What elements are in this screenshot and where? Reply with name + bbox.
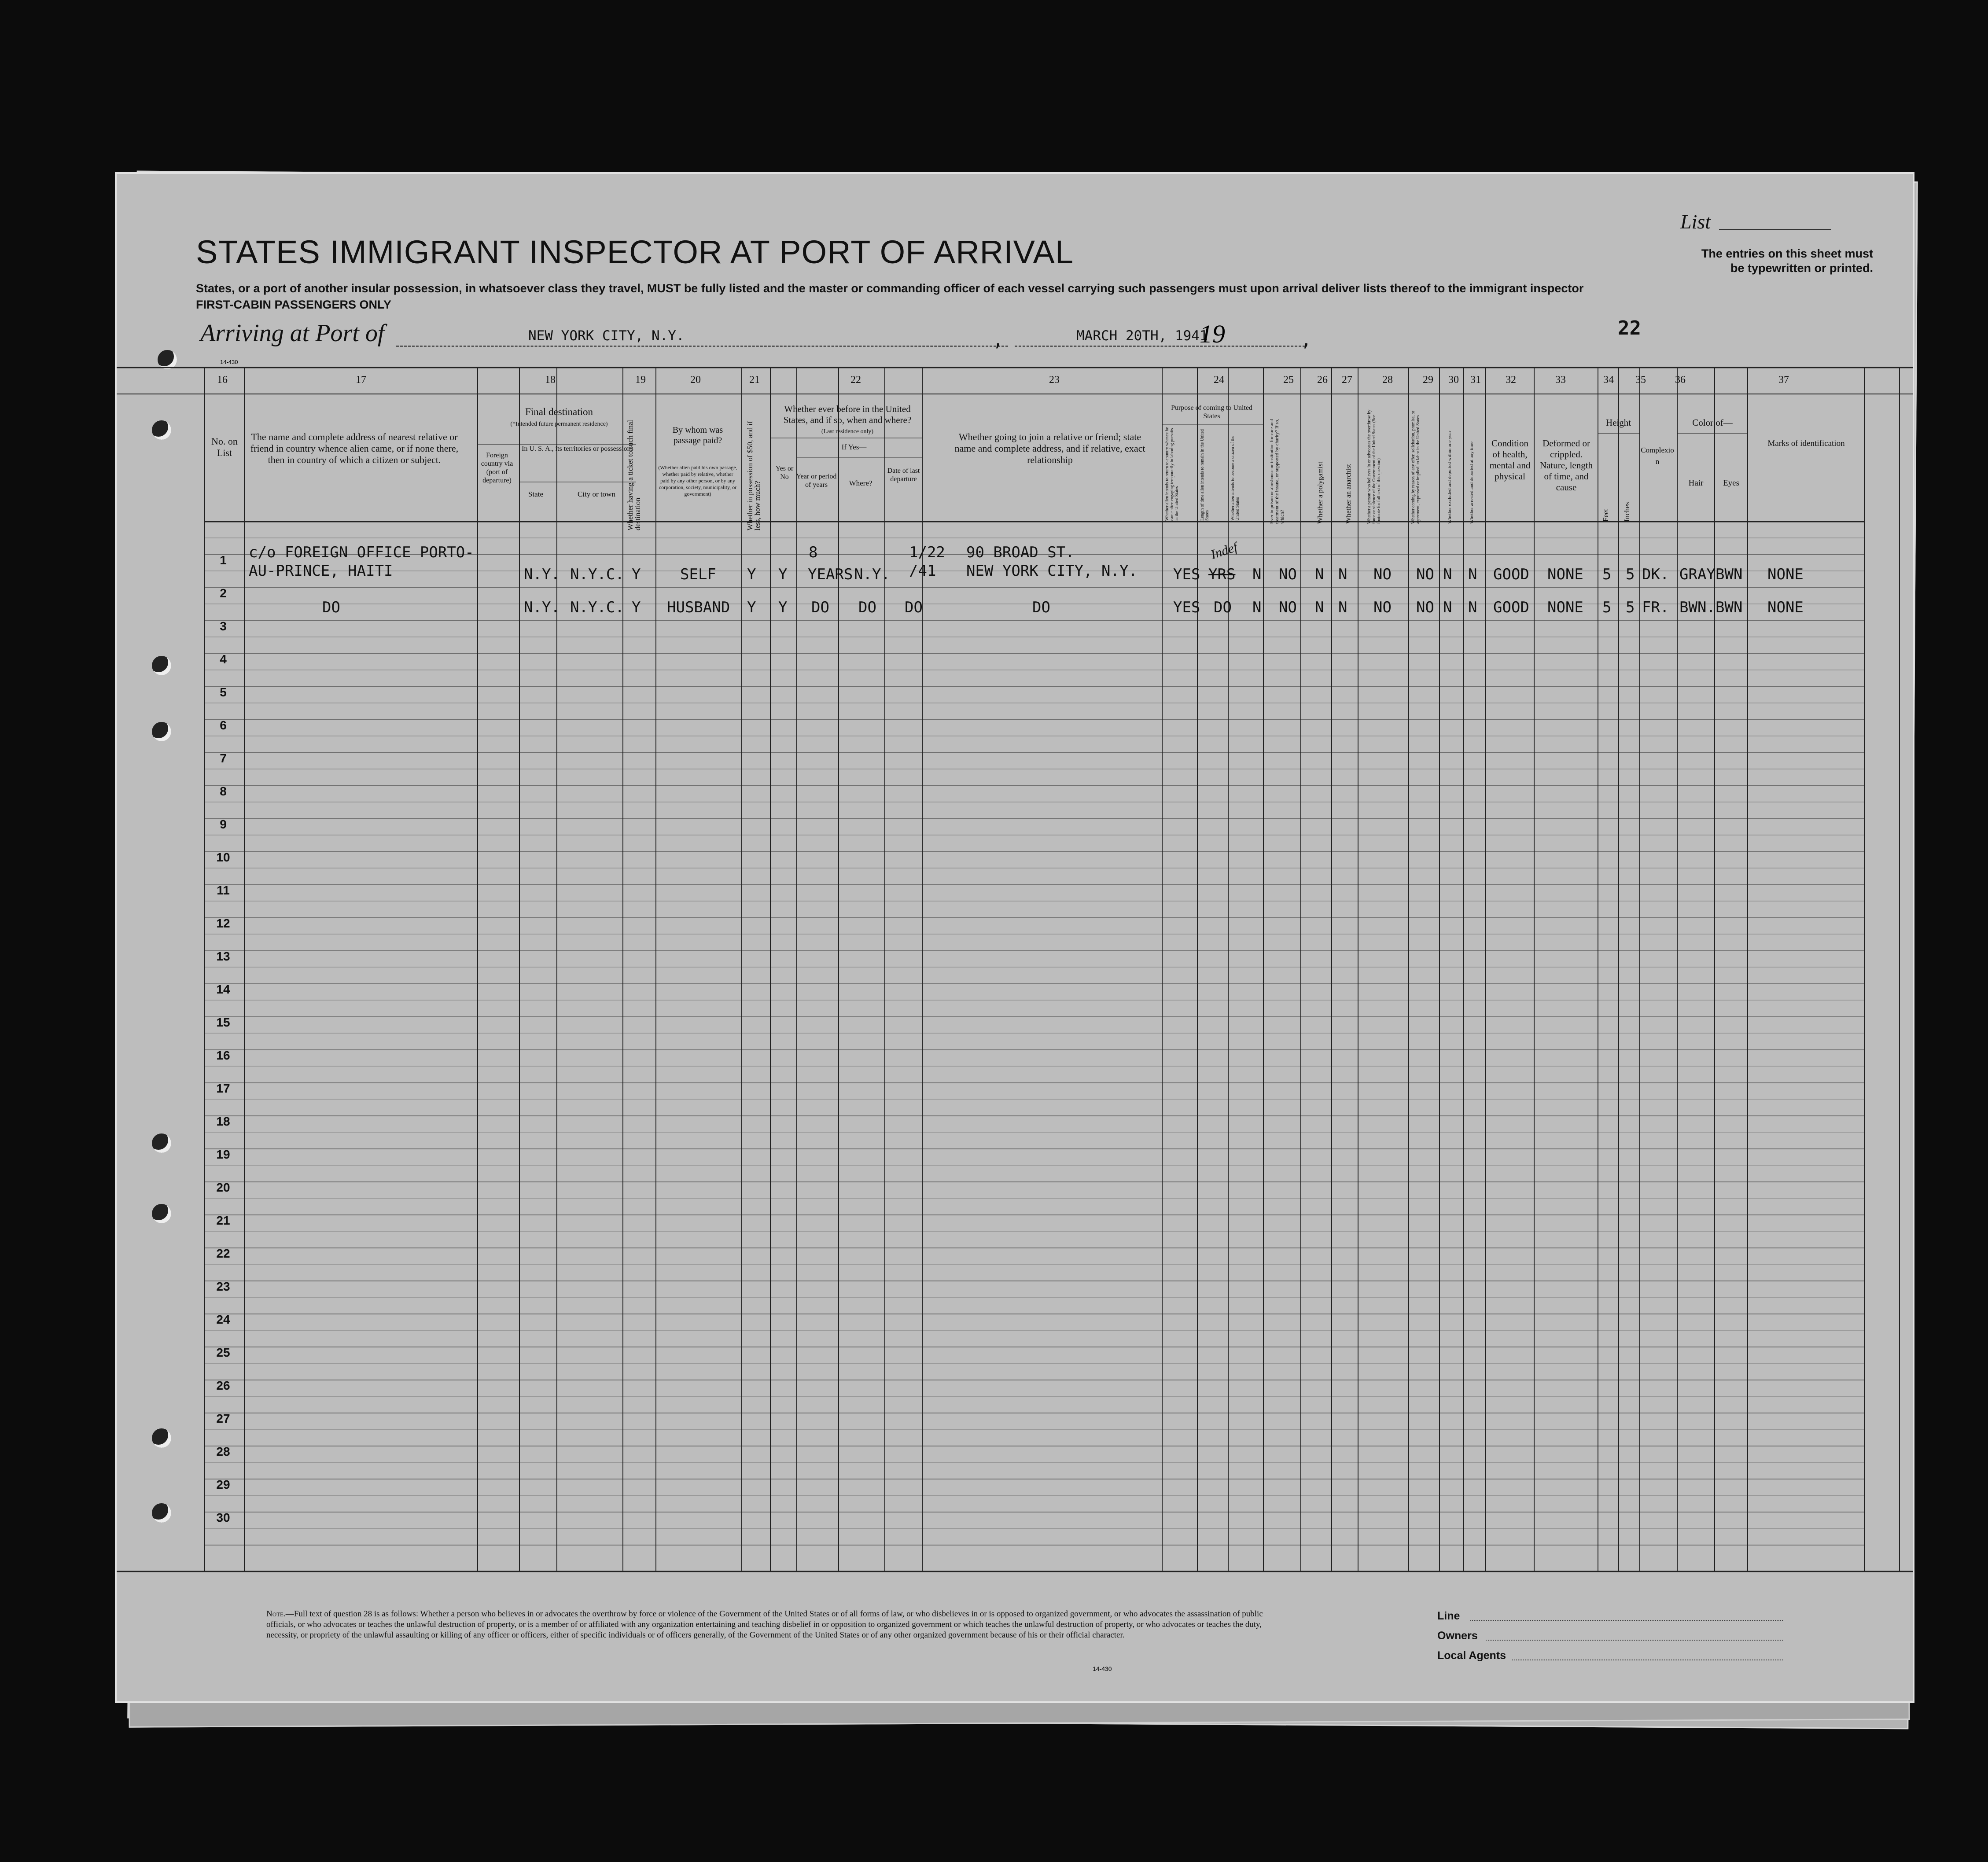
col-number: 27: [1342, 374, 1352, 386]
entry-length: DO: [1214, 599, 1232, 616]
entry-joining: NEW YORK CITY, N.Y.: [966, 562, 1138, 580]
entry-city: N.Y.C.: [570, 566, 624, 583]
arriving-label: Arriving at Port of: [200, 320, 385, 347]
entry-years: 8: [809, 544, 818, 561]
col-final-destination-note: (*Intended future permanent residence): [510, 421, 608, 427]
year-prefix: 19: [1200, 320, 1225, 348]
col-number: 31: [1470, 374, 1481, 386]
table-grid: [117, 174, 1913, 1701]
entry-deported: N: [1468, 566, 1477, 583]
col-number: 22: [850, 374, 861, 386]
row-number: 26: [216, 1379, 230, 1392]
row-number: 9: [220, 817, 227, 831]
footer-form-number: 14-430: [1093, 1665, 1112, 1672]
row-number: 11: [217, 883, 230, 897]
row-number: 6: [220, 718, 227, 732]
entry-inches: 5: [1626, 566, 1635, 583]
row-number: 30: [216, 1511, 230, 1524]
entry-excluded: N: [1443, 599, 1452, 616]
row-number: 2: [220, 586, 227, 600]
footer-line-label: Line: [1437, 1610, 1460, 1622]
col-marks: Marks of identification: [1767, 439, 1845, 448]
col-labor-offer: Whether coming by reason of any offer, solicitation, promise, or agreement, expressed or implied, to labor in the United States: [1411, 410, 1421, 524]
row-number: 13: [216, 949, 230, 963]
col-if-yes: If Yes—: [841, 443, 867, 451]
entry-marks: NONE: [1767, 599, 1804, 616]
entry-labor: NO: [1416, 566, 1434, 583]
entry-departure: DO: [905, 599, 923, 616]
entry-paid-by: SELF: [680, 566, 716, 583]
col-number: 33: [1555, 374, 1566, 386]
row-number: 19: [216, 1148, 230, 1161]
col-number: 23: [1049, 374, 1060, 386]
row-number: 23: [216, 1280, 230, 1293]
row-number: 5: [220, 685, 227, 699]
page-number: 22: [1618, 317, 1641, 339]
entry-citizen: N: [1252, 566, 1262, 583]
entry-overthrow: NO: [1373, 599, 1392, 616]
footer-agents-label: Local Agents: [1437, 1649, 1506, 1662]
entry-health: GOOD: [1493, 599, 1529, 616]
col-hair: Hair: [1688, 478, 1704, 488]
col-number: 19: [635, 374, 646, 386]
col-number: 37: [1778, 374, 1789, 386]
entry-prison: NO: [1279, 599, 1297, 616]
entry-address: c/o FOREIGN OFFICE PORTO-: [249, 544, 474, 561]
footer-owners-label: Owners: [1437, 1630, 1478, 1642]
entry-eyes: BWN: [1716, 599, 1743, 616]
date-value: MARCH 20TH, 1941: [1076, 328, 1208, 344]
col-final-destination: Final destination: [525, 406, 593, 417]
col-in-usa: In U. S. A., its territories or possessions: [522, 445, 633, 453]
col-number: 35: [1635, 374, 1646, 386]
col-number: 28: [1382, 374, 1393, 386]
col-purpose: Purpose of coming to United States: [1171, 404, 1252, 420]
col-citizen-intent: Whether alien intends to become a citizen of the United States: [1230, 435, 1240, 521]
col-number: 36: [1675, 374, 1686, 386]
entry-address: AU-PRINCE, HAITI: [249, 562, 393, 580]
entry-deformed: NONE: [1547, 599, 1583, 616]
col-number: 16: [217, 374, 228, 386]
col-number: 20: [690, 374, 701, 386]
row-number: 28: [216, 1445, 230, 1458]
col-number: 30: [1448, 374, 1459, 386]
col-foreign-country: Foreign country via (port of departure): [481, 452, 513, 484]
entry-anarchist: N: [1338, 566, 1347, 583]
entry-feet: 5: [1602, 566, 1612, 583]
row-number: 22: [216, 1247, 230, 1260]
entry-paid-by: HUSBAND: [667, 599, 730, 616]
row-number: 16: [216, 1049, 230, 1062]
entry-prison: NO: [1279, 566, 1297, 583]
col-deformed: Deformed or crippled. Nature, length of time, and cause: [1539, 438, 1593, 493]
col-number: 24: [1214, 374, 1224, 386]
row-number: 29: [216, 1478, 230, 1491]
entry-hair: GRAY: [1679, 566, 1716, 583]
entry-polygamist: N: [1315, 566, 1324, 583]
entry-deformed: NONE: [1547, 566, 1583, 583]
entry-citizen: N: [1252, 599, 1262, 616]
col-years: Year or period of years: [796, 473, 837, 489]
col-number: 17: [356, 374, 366, 386]
entry-eyes: BWN: [1716, 566, 1743, 583]
row-number: 25: [216, 1346, 230, 1359]
col-complexion: Complexion: [1641, 446, 1674, 466]
row-number: 21: [216, 1214, 230, 1227]
entry-ticket: Y: [632, 599, 641, 616]
col-health: Condition of health, mental and physical: [1489, 438, 1531, 482]
col-feet: Feet: [1601, 508, 1610, 522]
entry-inches: 5: [1626, 599, 1635, 616]
row-number: 20: [216, 1181, 230, 1194]
entry-where: DO: [858, 599, 876, 616]
col-yes-no: Yes or No: [775, 465, 794, 481]
col-deported: Whether arrested and deported at any time: [1469, 442, 1474, 524]
form-number: 14-430: [220, 359, 238, 365]
entry-polygamist: N: [1315, 599, 1324, 616]
entry-labor: NO: [1416, 599, 1434, 616]
col-overthrow: Whether a person who believes in or advocates the overthrow by force or violence of the Government of the United States (See footnote for full text of this question): [1367, 409, 1381, 524]
entry-overthrow: NO: [1373, 566, 1392, 583]
entry-fifty: Y: [747, 599, 756, 616]
entry-ticket: Y: [632, 566, 641, 583]
col-where: Where?: [849, 479, 873, 487]
col-ever-before-note: (Last residence only): [821, 428, 874, 435]
entry-state: N.Y.: [524, 599, 560, 616]
entry-before: Y: [778, 599, 788, 616]
col-prison: Ever in prison or almshouse or institution for care and treatment of the insane, or supported by charity? If so, which?: [1269, 419, 1285, 524]
col-number: 21: [749, 374, 760, 386]
entry-deported: N: [1468, 599, 1477, 616]
col-height: Height: [1605, 417, 1631, 428]
col-ever-before: Whether ever before in the United States, and if so, when and where?: [783, 404, 912, 425]
col-passage-paid: By whom was passage paid?: [672, 425, 723, 445]
entry-years: DO: [811, 599, 829, 616]
entry-state: N.Y.: [524, 566, 560, 583]
col-eyes: Eyes: [1723, 478, 1739, 488]
entry-return: YES: [1173, 599, 1200, 616]
col-intends-return: Whether alien intends to return to country whence he came after engaging temporarily in laboring pursuits in the United States: [1165, 427, 1179, 521]
col-ticket: Whether having a ticket to such final destination: [626, 420, 642, 530]
col-number: 34: [1603, 374, 1614, 386]
entry-departure: /41: [909, 562, 936, 580]
manifest-sheet: STATES IMMIGRANT INSPECTOR AT PORT OF ARRIVAL States, or a port of another insular possession, in whatsoever class they travel, MUST be fully listed and the master or commanding officer of each vessel carrying such passengers must upon arrival deliver lists thereof to the immigrant inspector FIRST-CABIN PASSENGERS ONLY List The entries on this sheet must be typewritten or printed. Arriving at Port of NEW YORK CITY, N.Y. , MARCH 20TH, 1941 , 19 22 14-430 16 17 18 19 20 21 22 23 24 25 26 27 28 29 30 31 32 33 34 35 36 37 No. on List The name and complete address of nearest relative or friend in country whence alien came, or if none there, then in country of which a citizen or subject. Final destination (*Intended future permanent residence) Foreign country via (port of departure) In U. S. A., its territories or possessions State City or town Whether having a ticket to such final destination By whom was passage paid? (Whether alien paid his own passage, whether paid by relative, whether paid by any other person, or by any corporation, society, municipality, or government) Whether in possession of $50, and if less, how much? Whether ever before in the United States, and if so, when and where? (Last residence only) Yes or No If Yes— Year or period of years Where? Date of last departure Whether going to join a relative or friend; state name and complete address, and if relative, exact relationship Purpose of coming to United States Whether alien intends to return to country whence he came after engaging temporarily in laboring pursuits in the United States Length of time alien intends to remain in the United States Whether alien intends to become a citizen of the United States Ever in prison or almshouse or institution for care and treatment of the insane, or supported by charity? If so, which? Whether a polygamist Whether an anarchist Whether a person who believes in or advocates the overthrow by force or violence of the Government of the United States (See footnote for full text of this question) Whether coming by reason of any offer, solicitation, promise, or agreement, expressed or implied, to labor in the United States Whether excluded and deported within one year Whether arrested and deported at any time Condition of health, mental and physical Deformed or crippled. Nature, length of time, and cause Height Feet Inches Complexion Color of— Hair Eyes Marks of identification 1 2 3 4 5 6 7 8 9 10 11 12 13 14 15 16 17 18 19 20 21 22 23 24 25 26 27 28 29 30 c/o FOREIGN OFFICE PORTO- AU-PRINCE, HAITI N.Y. N.Y.C. Y SELF Y Y 8 YEARS N.Y. 1/22 /41 90 BROAD ST. NEW YORK CITY, N.Y. YES Indef YRS N NO N N NO NO N N GOOD NONE 5 5 DK. GRAY BWN NONE DO N.Y. N.Y.C. Y HUSBAND Y Y DO DO DO DO YES DO N NO N N NO NO N N GOOD NONE 5 5 FR. BWN. BWN NONE Note.—Full text of question 28 is as follows: Whether a person who believes in or advocates the overthrow by force or violence of the Government of the United States or of all forms of law, or who disbelieves in or is opposed to organized government, or who advocates the assassination of public officials, or who advocates or teaches the unlawful destruction of property, or is a member of or affiliated with any organization entertaining and teaching disbelief in or opposition to organized government or which teaches the unlawful destruction of property, or who advocates or teaches the duty, necessity, or propriety of the unlawful assaulting or killing of any officer or officers, either of specific individuals or of officers generally, of the Government of the United States or of any other organized government because of his or their official character. 14-430 Line Owners Local Agents: [117, 174, 1913, 1701]
form-class-note: FIRST-CABIN PASSENGERS ONLY: [196, 298, 392, 311]
col-number: 18: [545, 374, 556, 386]
col-number: 25: [1283, 374, 1294, 386]
row-number: 7: [220, 751, 227, 765]
row-number: 12: [216, 916, 230, 930]
entry-length-note: Indef: [1209, 540, 1240, 562]
row-number: 15: [216, 1016, 230, 1029]
entry-address: DO: [322, 599, 340, 616]
col-color: Color of—: [1692, 417, 1733, 428]
row-number: 3: [220, 619, 227, 633]
entry-complexion: DK.: [1642, 566, 1669, 583]
entry-departure: 1/22: [909, 544, 945, 561]
entries-note: The entries on this sheet must be typewritten or printed.: [1701, 247, 1873, 275]
entry-where: N.Y.: [854, 566, 890, 583]
col-state: State: [528, 490, 543, 498]
port-value: NEW YORK CITY, N.Y.: [528, 328, 685, 344]
entry-excluded: N: [1443, 566, 1452, 583]
entry-before: Y: [778, 566, 788, 583]
col-city: City or town: [578, 490, 615, 498]
entry-anarchist: N: [1338, 599, 1347, 616]
row-number: 8: [220, 784, 227, 798]
entry-joining: DO: [1032, 599, 1050, 616]
entry-years: YEARS: [808, 566, 853, 583]
entry-length: YRS: [1208, 566, 1236, 583]
col-anarchist: Whether an anarchist: [1345, 464, 1352, 524]
col-polygamist: Whether a polygamist: [1317, 461, 1324, 524]
row-number: 24: [216, 1313, 230, 1326]
row-number: 27: [216, 1412, 230, 1425]
col-nearest-relative: The name and complete address of nearest relative or friend in country whence alien came, or if none there, then in country of which a citizen or subject.: [250, 431, 459, 465]
row-number: 17: [216, 1082, 230, 1095]
form-title: STATES IMMIGRANT INSPECTOR AT PORT OF ARRIVAL: [196, 234, 1074, 270]
entry-return: YES: [1173, 566, 1200, 583]
row-number: 4: [220, 652, 227, 666]
col-inches: Inches: [1623, 502, 1631, 522]
entry-marks: NONE: [1767, 566, 1804, 583]
footer-owners-field: [1486, 1640, 1783, 1641]
entry-complexion: FR.: [1642, 599, 1669, 616]
col-fifty-dollars: Whether in possession of $50, and if less, how much?: [746, 421, 762, 530]
col-length-stay: Length of time alien intends to remain in the United States: [1200, 429, 1210, 521]
entry-feet: 5: [1602, 599, 1612, 616]
row-number: 10: [216, 850, 230, 864]
row-number: 18: [216, 1115, 230, 1128]
col-number: 29: [1423, 374, 1433, 386]
col-passage-note: (Whether alien paid his own passage, whether paid by relative, whether paid by any other person, or by any corporation, society, municipality, or government): [658, 464, 737, 497]
col-number: 26: [1317, 374, 1328, 386]
col-date-departure: Date of last departure: [887, 467, 920, 483]
footnote: Note.—Full text of question 28 is as follows: Whether a person who believes in or advocates the overthrow by force or violence of the Government of the United States or of all forms of law, or who disbelieves in or is opposed to organized government, or who advocates the assassination of public officials, or who advocates or teaches the unlawful destruction of property, or is a member of or affiliated with any organization entertaining and teaching disbelief in or opposition to organized government or which teaches the unlawful destruction of property, or who advocates or teaches the duty, necessity, or propriety of the unlawful assaulting or killing of any officer or officers, either of specific individuals or of officers generally, of the Government of the United States or of any other organized government because of his or their official character.: [266, 1609, 1263, 1640]
row-number: 1: [220, 553, 227, 567]
entry-joining: 90 BROAD ST.: [966, 544, 1075, 561]
row-number: 14: [216, 983, 230, 996]
footer-line-field: [1470, 1620, 1783, 1621]
entry-city: N.Y.C.: [570, 599, 624, 616]
col-excluded: Whether excluded and deported within one year: [1447, 431, 1452, 524]
col-number: 32: [1506, 374, 1516, 386]
entry-fifty: Y: [747, 566, 756, 583]
entry-health: GOOD: [1493, 566, 1529, 583]
list-label: List: [1680, 210, 1711, 233]
entry-hair: BWN.: [1679, 599, 1716, 616]
col-join-relative: Whether going to join a relative or friend; state name and complete address, and if relative, exact relationship: [954, 431, 1145, 465]
form-instructions: States, or a port of another insular possession, in whatsoever class they travel, MUST be fully listed and the master or commanding officer of each vessel carrying such passengers must upon arrival deliver lists thereof to the immigrant inspector: [196, 282, 1584, 295]
col-no-on-list: No. on List: [211, 436, 238, 458]
